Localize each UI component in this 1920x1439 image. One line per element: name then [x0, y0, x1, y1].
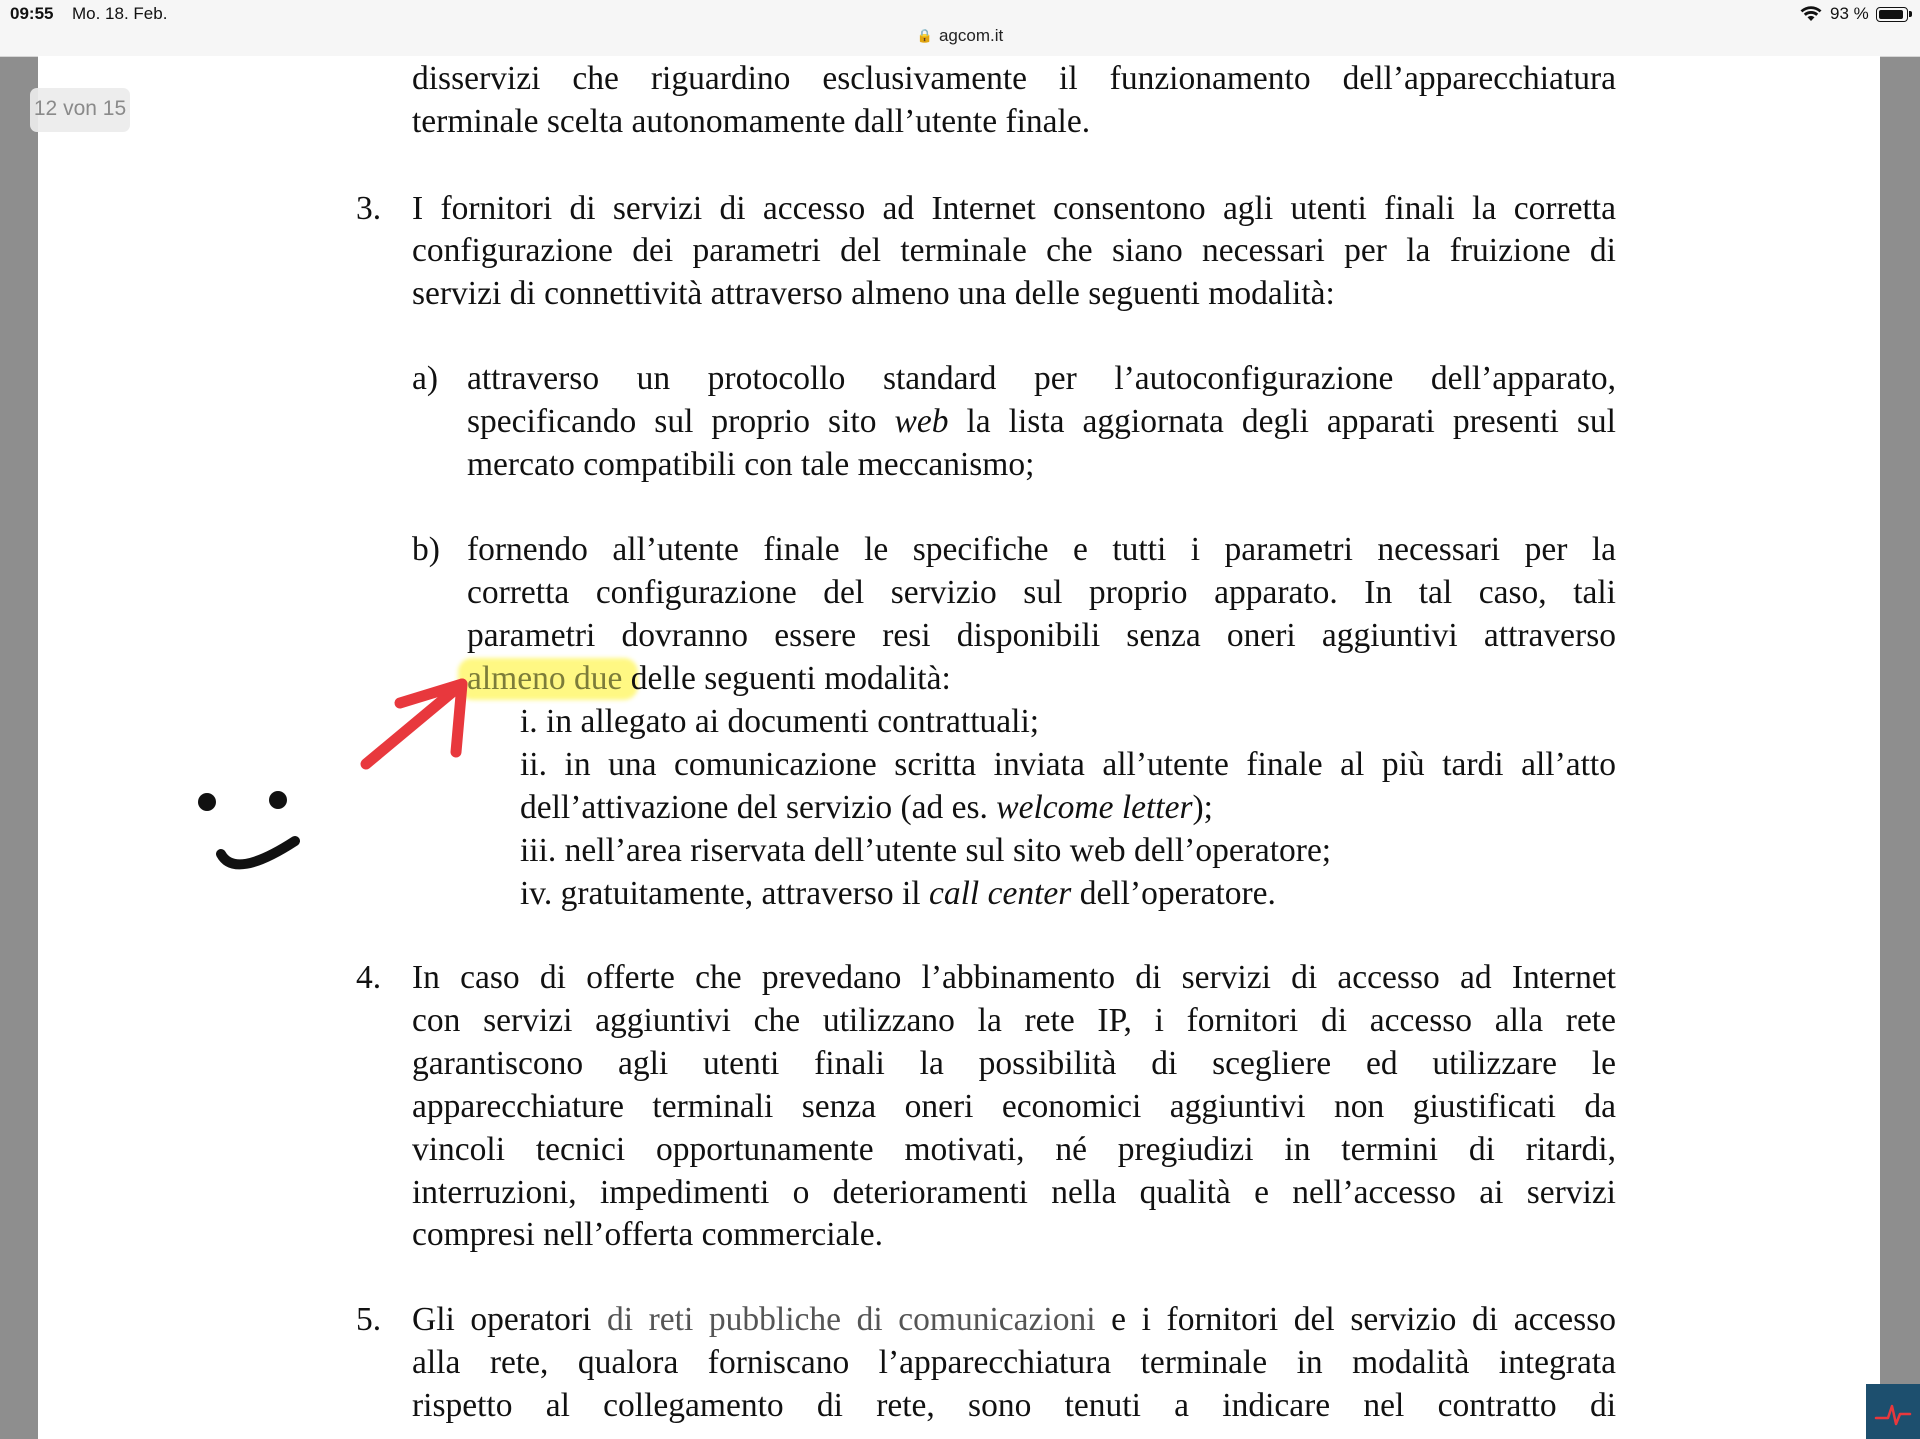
paragraph-line: parametri dovranno essere resi disponibili senza oneri aggiuntivi attraverso — [467, 617, 1616, 654]
highlighted-text: almeno due — [467, 660, 623, 697]
text-run-italic: welcome letter — [996, 789, 1193, 826]
battery-terminal — [1909, 11, 1912, 17]
app-corner-button[interactable] — [1866, 1384, 1920, 1439]
paragraph-line: mercato compatibili con tale meccanismo; — [467, 446, 1035, 483]
status-bar — [0, 0, 1920, 57]
paragraph-line: I fornitori di servizi di accesso ad Internet consentono agli utenti finali la corretta — [412, 190, 1616, 227]
text-run: delle seguenti modalità: — [622, 660, 951, 697]
paragraph-line: compresi nell’offerta commerciale. — [412, 1216, 883, 1253]
wifi-icon — [1800, 6, 1822, 22]
paragraph-line: alla rete, qualora forniscano l’apparecchiatura terminale in modalità integrata — [412, 1344, 1616, 1381]
paragraph-line: vincoli tecnici opportunamente motivati, né pregiudizi in termini di ritardi, — [412, 1131, 1616, 1168]
subitem-label: b) — [412, 531, 440, 568]
list-item: i. in allegato ai documenti contrattuali; — [520, 703, 1040, 740]
paragraph-line: apparecchiature terminali senza oneri economici aggiuntivi non giustificati da — [412, 1088, 1616, 1125]
paragraph-line: fornendo all’utente finale le specifiche e tutti i parametri necessari per la — [467, 531, 1616, 568]
paragraph-line — [412, 1298, 1616, 1341]
list-item: iii. nell’area riservata dell’utente sul sito web dell’operatore; — [520, 832, 1332, 869]
list-item: ii. in una comunicazione scritta inviata all’utente finale al più tardi all’atto — [520, 746, 1616, 783]
paragraph-line: corretta configurazione del servizio sul proprio apparato. In tal caso, tali — [467, 574, 1616, 611]
address-bar[interactable] — [0, 26, 1920, 46]
paragraph-line: interruzioni, impedimenti o deterioramenti nella qualità e nell’accesso ai servizi — [412, 1174, 1616, 1211]
text-run: di reti pubbliche di comunicazioni — [606, 1301, 1096, 1338]
text-run: la lista aggiornata degli apparati presenti sul — [948, 403, 1616, 440]
paragraph-line — [467, 400, 1616, 443]
paragraph-line: In caso di offerte che prevedano l’abbinamento di servizi di accesso ad Internet — [412, 959, 1616, 996]
battery-percentage: 93 % — [1830, 4, 1869, 23]
paragraph-line — [467, 657, 951, 700]
paragraph-line: disservizi che riguardino esclusivamente il funzionamento dell’apparecchiatura — [412, 60, 1616, 97]
page-indicator: 12 von 15 — [30, 88, 130, 132]
text-run: e — [1095, 1301, 1142, 1338]
text-run: Gli operatori — [412, 1301, 607, 1338]
item-number: 4. — [356, 959, 382, 996]
text-run: dell’attivazione del servizio (ad es. — [520, 789, 997, 826]
subitem-label: a) — [412, 360, 439, 397]
paragraph-line: garantiscono agli utenti finali la possibilità di scegliere ed utilizzare le — [412, 1045, 1616, 1082]
paragraph-line: con servizi aggiuntivi che utilizzano la rete IP, i fornitori di accesso alla rete — [412, 1002, 1616, 1039]
paragraph-line: terminale scelta autonomamente dall’utente finale. — [412, 103, 1091, 140]
list-item-continuation — [520, 786, 1213, 829]
status-time: 09:55 — [10, 4, 54, 23]
paragraph-line: servizi di connettività attraverso almeno una delle seguenti modalità: — [412, 275, 1335, 312]
text-run: iv. gratuitamente, attraverso il — [520, 875, 929, 912]
paragraph-line: configurazione dei parametri del terminale che siano necessari per la fruizione di — [412, 232, 1616, 269]
text-run: ); — [1192, 789, 1213, 826]
lock-icon: 🔒 — [916, 28, 933, 43]
text-run: i fornitori del servizio di accesso — [1141, 1301, 1616, 1338]
signature-icon — [1866, 1384, 1920, 1439]
item-number: 3. — [356, 190, 382, 227]
text-run: specificando sul proprio sito — [467, 403, 895, 440]
address-domain: agcom.it — [938, 26, 1004, 45]
battery-fill — [1879, 10, 1903, 19]
paragraph-line: rispetto al collegamento di rete, sono tenuti a indicare nel contratto di — [412, 1387, 1616, 1424]
battery-icon — [1876, 7, 1908, 22]
item-number: 5. — [356, 1301, 382, 1338]
text-run: dell’operatore. — [1071, 875, 1276, 912]
status-date: Mo. 18. Feb. — [72, 4, 168, 23]
text-run-italic: call center — [929, 875, 1072, 912]
list-item — [520, 872, 1276, 915]
text-run-italic: web — [894, 403, 949, 440]
paragraph-line: attraverso un protocollo standard per l’autoconfigurazione dell’apparato, — [467, 360, 1616, 397]
